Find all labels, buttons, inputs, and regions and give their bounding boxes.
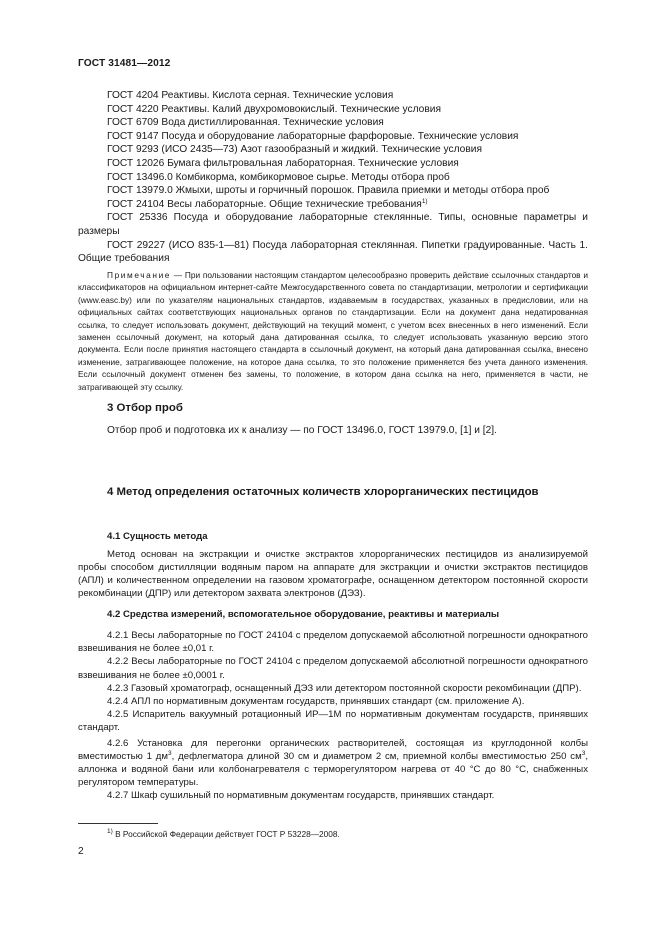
section-4-1-title: 4.1 Сущность метода [107,531,208,542]
ref-line: ГОСТ 9147 Посуда и оборудование лабораторные фарфоровые. Технические условия [107,130,519,142]
section-4-2-title: 4.2 Средства измерений, вспомогательное оборудование, реактивы и материалы [107,609,500,620]
section-4-title: 4 Метод определения остаточных количеств хлорорганических пестицидов [107,486,539,498]
list-item: 4.2.4 АПЛ по нормативным документам государств, принявших стандарт (см. приложение А). [107,696,525,708]
ref-24104-text: ГОСТ 24104 Весы лабораторные. Общие технические требования [107,198,422,210]
list-item-4-2-6 [78,737,588,790]
footnote-text: В Российской Федерации действует ГОСТ Р 53228—2008. [112,829,340,839]
list-item: 4.2.5 Испаритель вакуумный ротационный ИР—1М по нормативным документам государств, принявших стандарт. [78,709,588,734]
page-number: 2 [78,846,84,857]
list-item: 4.2.3 Газовый хроматограф, оснащенный ДЭЗ или детектором постоянной скорости рекомбинации (ДПР). [107,682,582,694]
note-text: — При пользовании настоящим стандартом целесообразно проверить действие ссылочных стандартов и классификаторов на официальном интернет-сайте Межгосударственного совета по стандартизации, метрологии и сертификации (www.easc.by) или по указателям национальных стандартов, издаваемым в государствах, указанных в предисловии, или на официальных сайтах соответствующих национальных органов по стандартизации. Если на документ дана недатированная ссылка, то следует использовать документ, действующий на текущий момент, с учетом всех внесенных в него изменений. Если заменен ссылочный документ, на который дана датированная ссылка, то следует использовать указанную версию этого документа. Если после принятия настоящего стандарта в ссылочный документ, на который дана датированная ссылка, внесено изменение, затрагивающее положение, на которое дана ссылка, то это положение применяется без учета данного изменения. Если ссылочный документ отменен без замены, то положение, в котором дана ссылка на него, применяется в части, не затрагивающей эту ссылку. [78,270,588,392]
section-3-title: 3 Отбор проб [107,402,183,414]
item-426-part-a: 4.2.6 Установка для перегонки органических растворителей, состоящая из круглодонной колбы вместимостью 1 дм [78,737,588,762]
section-3-text: Отбор проб и подготовка их к анализу — по ГОСТ 13496.0, ГОСТ 13979.0, [1] и [2]. [107,425,497,436]
superscript: 3 [581,749,586,757]
list-item: 4.2.7 Шкаф сушильный по нормативным документам государств, принявших стандарт. [107,790,495,802]
equipment-list [78,629,588,803]
footnote-divider [78,823,158,824]
ref-line: ГОСТ 12026 Бумага фильтровальная лабораторная. Технические условия [107,157,459,169]
ref-line: ГОСТ 9293 (ИСО 2435—73) Азот газообразный и жидкий. Технические условия [107,144,482,156]
note-paragraph [78,269,588,393]
superscript: 3 [168,749,172,757]
ref-line: ГОСТ 13979.0 Жмыхи, шроты и горчичный порошок. Правила приемки и методы отбора проб [107,185,550,197]
item-426-part-c: , аллонжа и водяной бани или колбонагревателя с терморегулятором нагрева от 40 °С до 80 °С, снабженных регулятором температуры. [78,750,588,789]
normative-references [78,89,588,266]
ref-line: ГОСТ 6709 Вода дистиллированная. Технические условия [107,117,384,129]
ref-line-25336: ГОСТ 25336 Посуда и оборудование лабораторные стеклянные. Типы, основные параметры и размеры [78,212,588,237]
ref-line-24104 [78,198,588,212]
footnote-marker: 1) [421,197,428,205]
ref-line: ГОСТ 4220 Реактивы. Калий двухромовокислый. Технические условия [107,103,441,115]
section-4-1-text: Метод основан на экстракции и очистке экстрактов хлорорганических пестицидов из анализируемой пробы способом дистилляции водяным паром на аппарате для экстракции и очистки экстрактов пестицидов (АПЛ) и количественном определении на газовом хроматографе, оснащенном детектором постоянной скорости рекомбинации (ДПР) или детектором захвата электронов (ДЭЗ). [78,549,588,599]
footnote [107,829,340,839]
ref-line-29227: ГОСТ 29227 (ИСО 835-1—81) Посуда лабораторная стеклянная. Пипетки градуированные. Часть 1. Общие требования [78,239,588,265]
list-item: 4.2.1 Весы лабораторные по ГОСТ 24104 с пределом допускаемой абсолютной погрешности однократного взвешивания не более ±0,01 г. [78,630,588,655]
ref-line: ГОСТ 4204 Реактивы. Кислота серная. Технические условия [107,90,394,101]
footnote-mark: 1) [107,828,113,835]
ref-line: ГОСТ 13496.0 Комбикорма, комбикормовое сырье. Методы отбора проб [107,171,450,183]
note-label: Примечание [107,270,172,280]
item-426-part-b: , дефлегматора длиной 30 см и диаметром 2 см, приемной колбы вместимостью 250 см [171,750,582,762]
document-header: ГОСТ 31481—2012 [78,58,171,69]
list-item: 4.2.2 Весы лабораторные по ГОСТ 24104 с пределом допускаемой абсолютной погрешности однократного взвешивания не более ±0,0001 г. [78,656,588,681]
